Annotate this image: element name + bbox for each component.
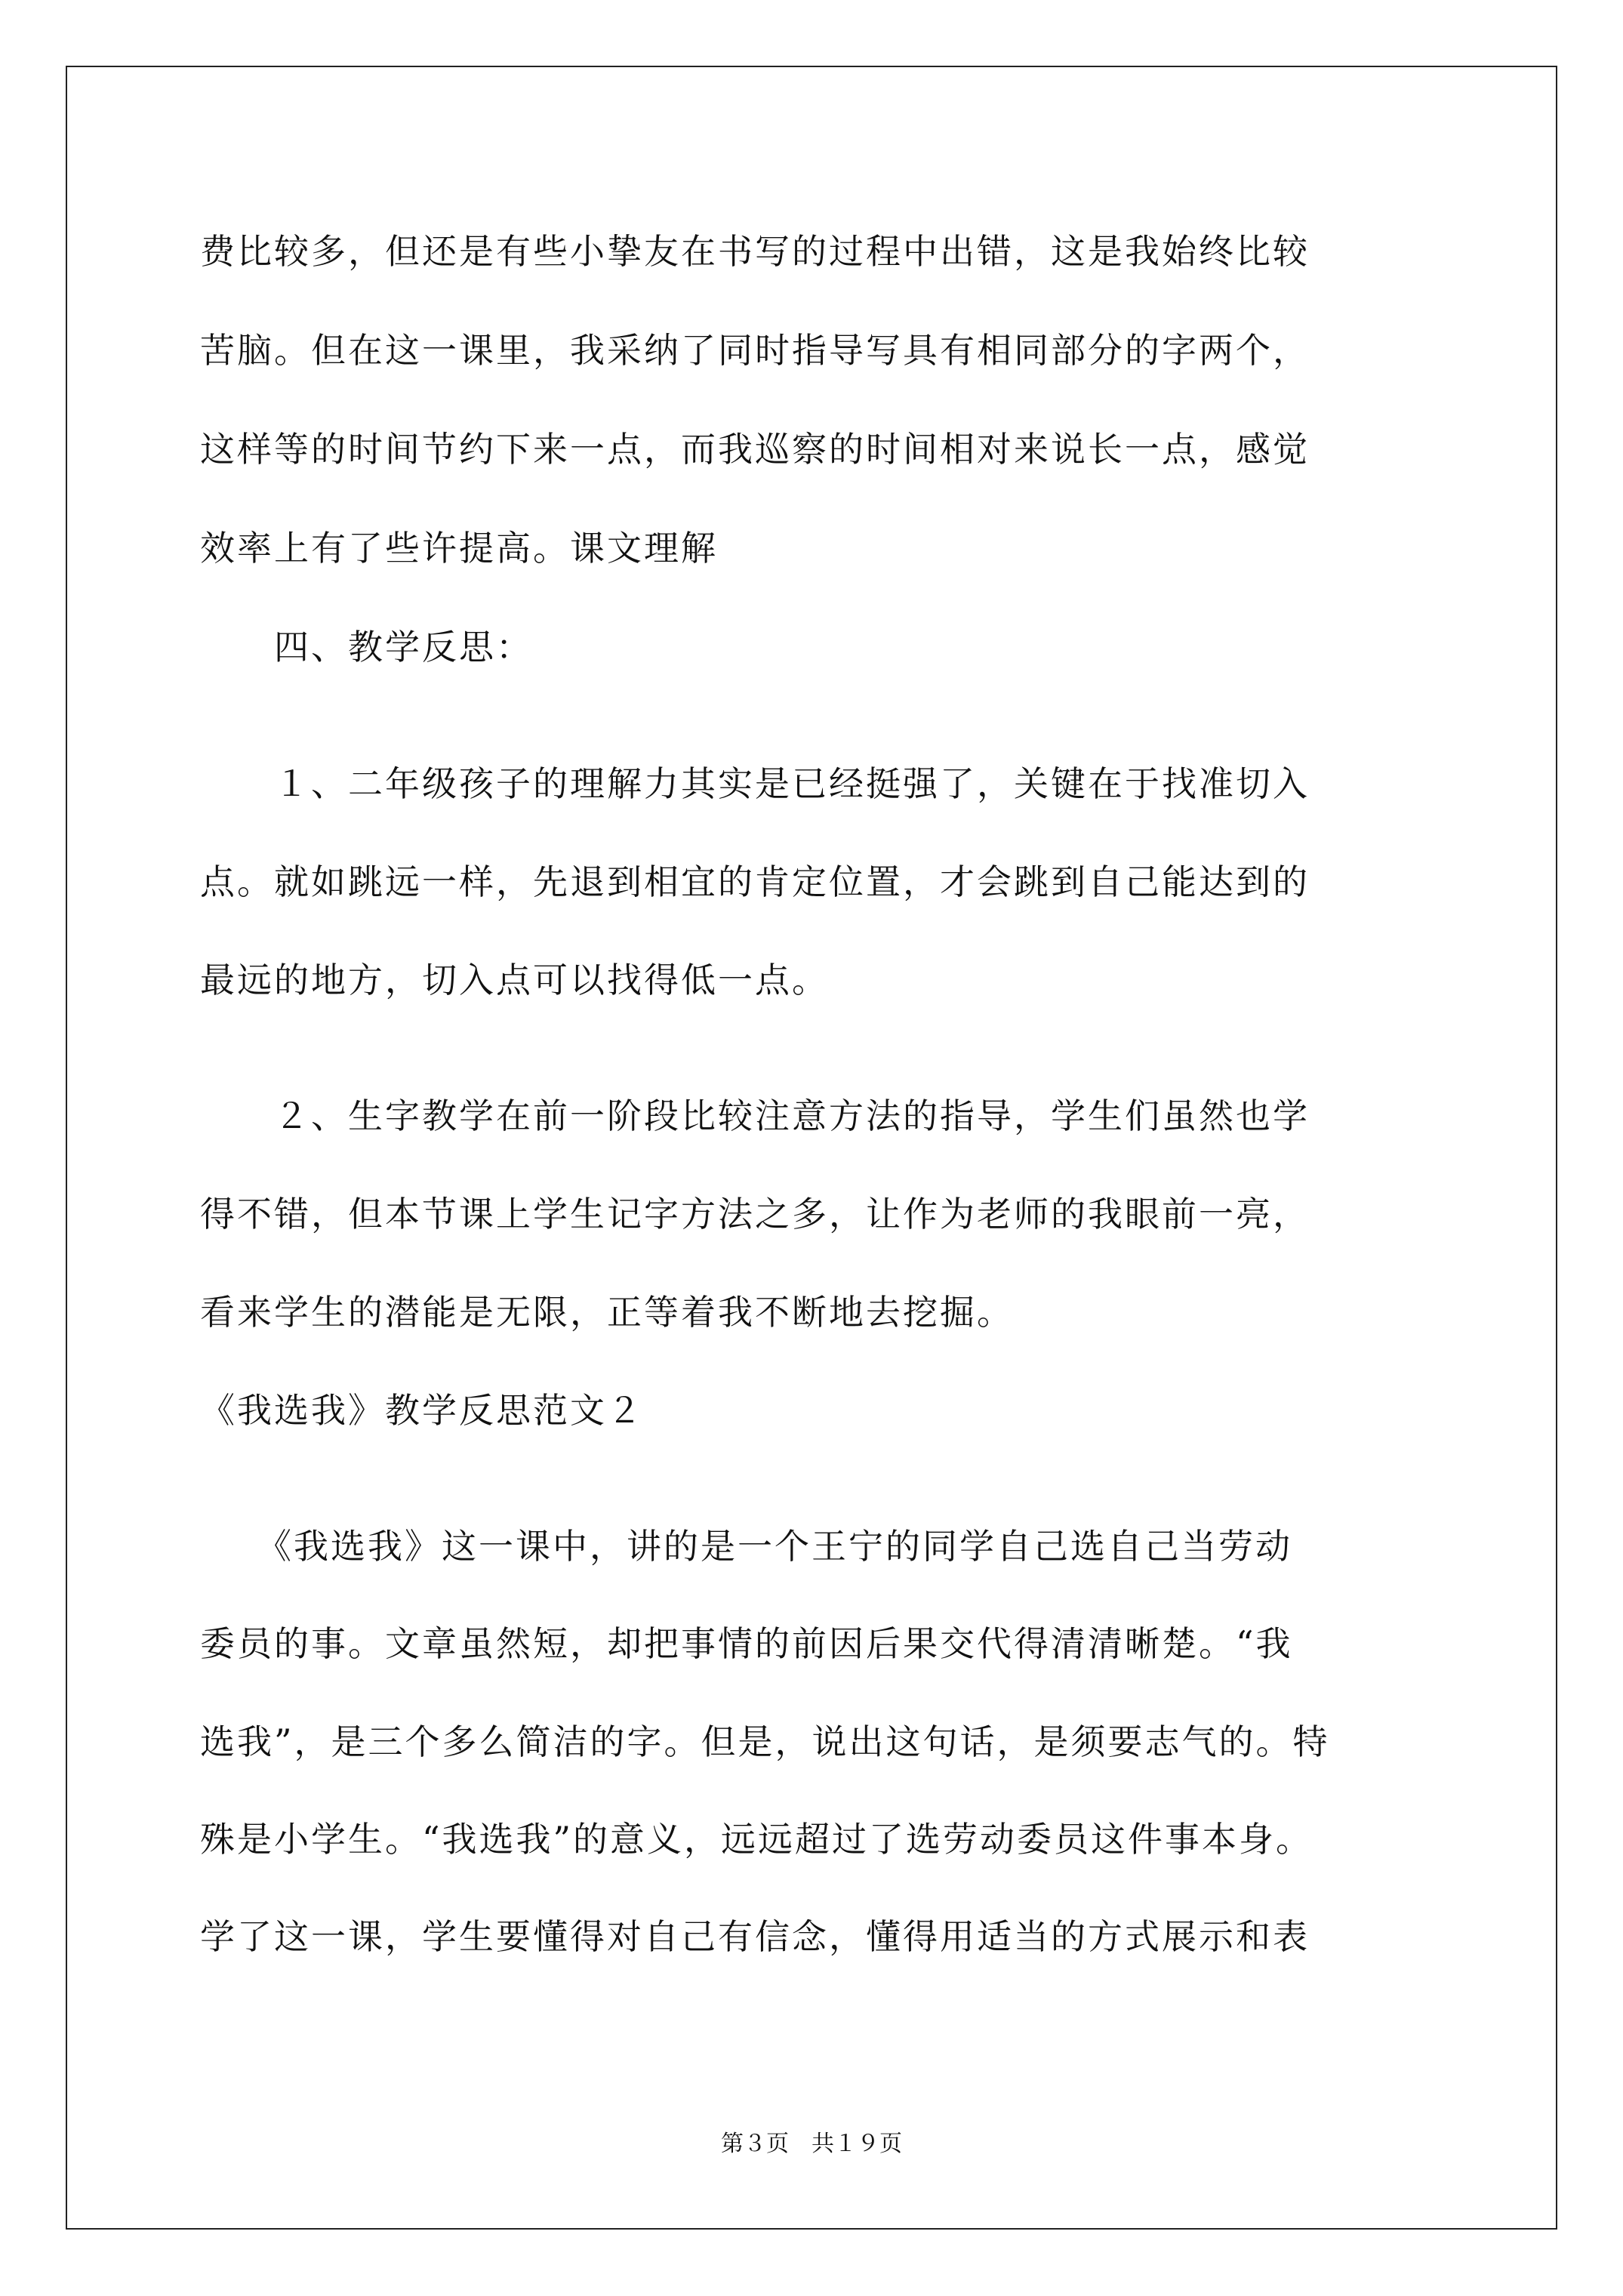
paragraph-line: 效率上有了些许提高。课文理解: [200, 528, 718, 569]
paragraph-line: 点。就如跳远一样，先退到相宜的肯定位置，才会跳到自己能达到的: [200, 861, 1310, 902]
paragraph-line: 殊是小学生。“我选我”的意义，远远超过了选劳动委员这件事本身。: [200, 1819, 1313, 1860]
paragraph-line: 看来学生的潜能是无限，正等着我不断地去挖掘。: [200, 1292, 1014, 1333]
paragraph-line: １、二年级孩子的理解力其实是已经挺强了，关键在于找准切入: [200, 763, 1310, 804]
paragraph-line: 费比较多，但还是有些小挚友在书写的过程中出错，这是我始终比较: [200, 231, 1310, 272]
paragraph-line: 《我选我》这一课中，讲的是一个王宁的同学自己选自己当劳动: [200, 1526, 1292, 1567]
page-footer: 第３页 共１９页: [721, 2131, 902, 2157]
paragraph-line: 得不错，但本节课上学生记字方法之多，让作为老师的我眼前一亮，: [200, 1194, 1310, 1234]
article-title: 《我选我》教学反思范文２: [200, 1390, 644, 1431]
page-border: [66, 66, 1557, 2230]
paragraph-line: 学了这一课，学生要懂得对自己有信念，懂得用适当的方式展示和表: [200, 1916, 1310, 1957]
paragraph-line: 委员的事。文章虽然短，却把事情的前因后果交代得清清晰楚。“我: [200, 1623, 1293, 1664]
section-heading: 四、教学反思：: [200, 627, 533, 667]
paragraph-line: 最远的地方，切入点可以找得低一点。: [200, 960, 829, 1000]
paragraph-line: ２、生字教学在前一阶段比较注意方法的指导，学生们虽然也学: [200, 1096, 1310, 1136]
paragraph-line: 选我”，是三个多么简洁的字。但是，说出这句话，是须要志气的。特: [200, 1721, 1330, 1762]
paragraph-line: 苦脑。但在这一课里，我采纳了同时指导写具有相同部分的字两个，: [200, 330, 1310, 371]
paragraph-line: 这样等的时间节约下来一点，而我巡察的时间相对来说长一点，感觉: [200, 429, 1310, 470]
